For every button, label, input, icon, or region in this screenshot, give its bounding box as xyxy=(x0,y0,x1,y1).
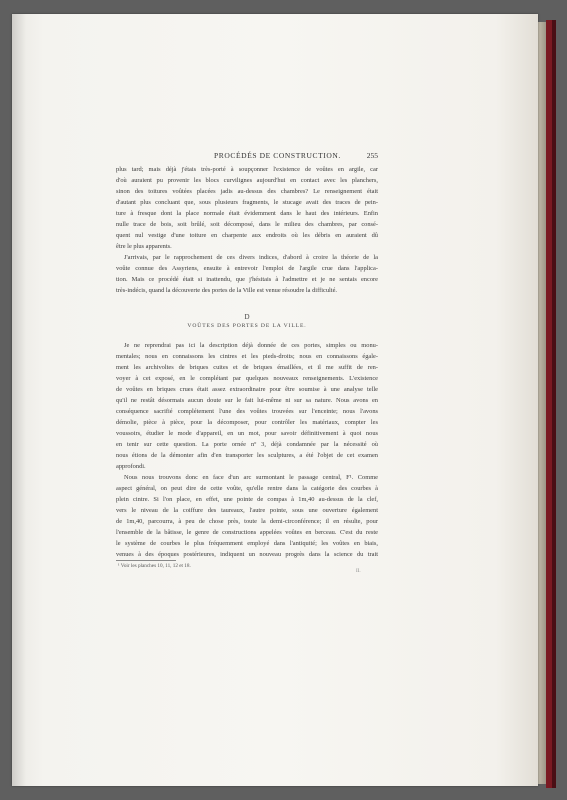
text-line: sinon des toitures voûtées placées jadis au-dessus des chambres? Le renseignement était xyxy=(116,188,378,195)
text-line: plus tard; mais déjà j'étais très-porté à soupçonner l'existence de voûtes en argile, car xyxy=(116,166,378,173)
page-number: 255 xyxy=(366,151,378,160)
section-title: VOÛTES DES PORTES DE LA VILLE. xyxy=(187,323,307,329)
text-line: nous étions de la démonter afin d'en transporter les sculptures, a été l'objet de cet examen xyxy=(116,452,378,459)
page-header xyxy=(116,151,378,163)
text-line: plein cintre. Si l'on place, en effet, une pointe de compas à 1m,40 au-dessus de la clef, xyxy=(116,496,378,503)
text-line: Je ne reprendrai pas ici la description déjà donnée de ces portes, simples ou monu- xyxy=(124,342,378,349)
text-line: tion. Mais ce procédé était si inattendu, que j'hésitais à l'admettre et je ne sentais encore xyxy=(116,276,378,283)
text-line: d'où auraient pu provenir les blocs curvilignes aujourd'hui en contact avec les planchers, xyxy=(116,177,378,184)
paragraph-1 xyxy=(116,164,378,252)
text-line: de voûtes en briques crues était assez extraordinaire pour être soumise à une analyse telle xyxy=(116,386,378,393)
text-line: être le plus apparents. xyxy=(116,243,172,250)
text-line: ture à fresque dont la place normale était évidemment dans le haut des intérieurs. Enfin xyxy=(116,210,378,217)
text-line: J'arrivais, par le rapprochement de ces divers indices, d'abord à croire la théorie de la xyxy=(124,254,378,261)
paragraph-2 xyxy=(116,252,378,296)
text-line: nulle trace de bois, soit brûlé, soit décomposé, dans le milieu des chambres, par consé- xyxy=(116,221,378,228)
text-line: ment les archivoltes de briques cuites et de briques émaillées, et il me suffit de ren- xyxy=(116,364,378,371)
book-cover-shadow xyxy=(552,20,556,788)
text-line: voyer à cet exposé, en le complétant par quelques nouveaux renseignements. L'existence xyxy=(116,375,378,382)
text-line: mentales; nous en connaissons les cintres et les pieds-droits; nous en connaissons égale- xyxy=(116,353,378,360)
page-gutter-shadow xyxy=(12,14,26,786)
text-line: vers le niveau de la coiffure des taureaux, l'autre pointe, sous une ouverture également xyxy=(116,507,378,514)
footnote-rule xyxy=(116,560,176,561)
text-line: venues à des époques postérieures, indiquent un nouveau progrès dans la science du trait xyxy=(116,551,378,558)
text-line: très-indécis, quand la découverte des portes de la Ville est venue résoudre la difficulté. xyxy=(116,287,338,294)
text-line: démolie, pièce à pièce, pour la décomposer, pour contrôler les matériaux, compter les xyxy=(116,419,378,426)
running-head: PROCÉDÉS DE CONSTRUCTION. xyxy=(214,151,341,160)
paragraph-3 xyxy=(116,340,378,472)
text-line: Nous nous trouvons donc en face d'un arc surmontant le passage central, F¹. Comme xyxy=(124,474,378,481)
text-line: le système de courbes le plus fréquemment employé dans l'antiquité; les voûtes en biais, xyxy=(116,540,378,547)
paragraph-4 xyxy=(116,472,378,560)
footnote: ¹ Voir les planches 10, 11, 12 et 18. xyxy=(118,563,191,569)
text-line: d'autant plus concluant que, sous plusieurs fragments, le stucage avait des traces de pein- xyxy=(116,199,378,206)
text-line: aspect général, on peut dire de cette voûte, qu'elle rentre dans la catégorie des courbes à xyxy=(116,485,378,492)
text-line: en tenir sur cette question. La porte ornée nº 3, déjà condamnée par la nécessité où xyxy=(116,441,378,448)
text-line: voûte connue des Assyriens, ensuite à entrevoir l'emploi de l'argile crue dans l'applica- xyxy=(116,265,378,272)
text-line: l'ensemble de la bâtisse, le genre de constructions appelées voûtes en berceau. C'est du reste xyxy=(116,529,378,536)
text-line: voussoirs, étudier le mode d'appareil, en un mot, pour savoir définitivement à quoi nous xyxy=(116,430,378,437)
printer-signature: II. xyxy=(356,569,361,574)
text-line: approfondi. xyxy=(116,463,146,470)
text-line: conséquence sacrifié complétement l'une des voûtes trouvées sur l'enceinte; nous l'avons xyxy=(116,408,378,415)
section-number: D xyxy=(244,313,250,321)
text-line: de 1m,40, parcourra, à peu de chose près, toute la demi-circonférence; il en résulte, pour xyxy=(116,518,378,525)
text-line: quent nul vestige d'une toiture en charpente aux endroits où les débris en auraient dû xyxy=(116,232,378,239)
text-line: qu'il ne restât désormais aucun doute sur le fait lui-même ni sur sa nature. Nous avons en xyxy=(116,397,378,404)
